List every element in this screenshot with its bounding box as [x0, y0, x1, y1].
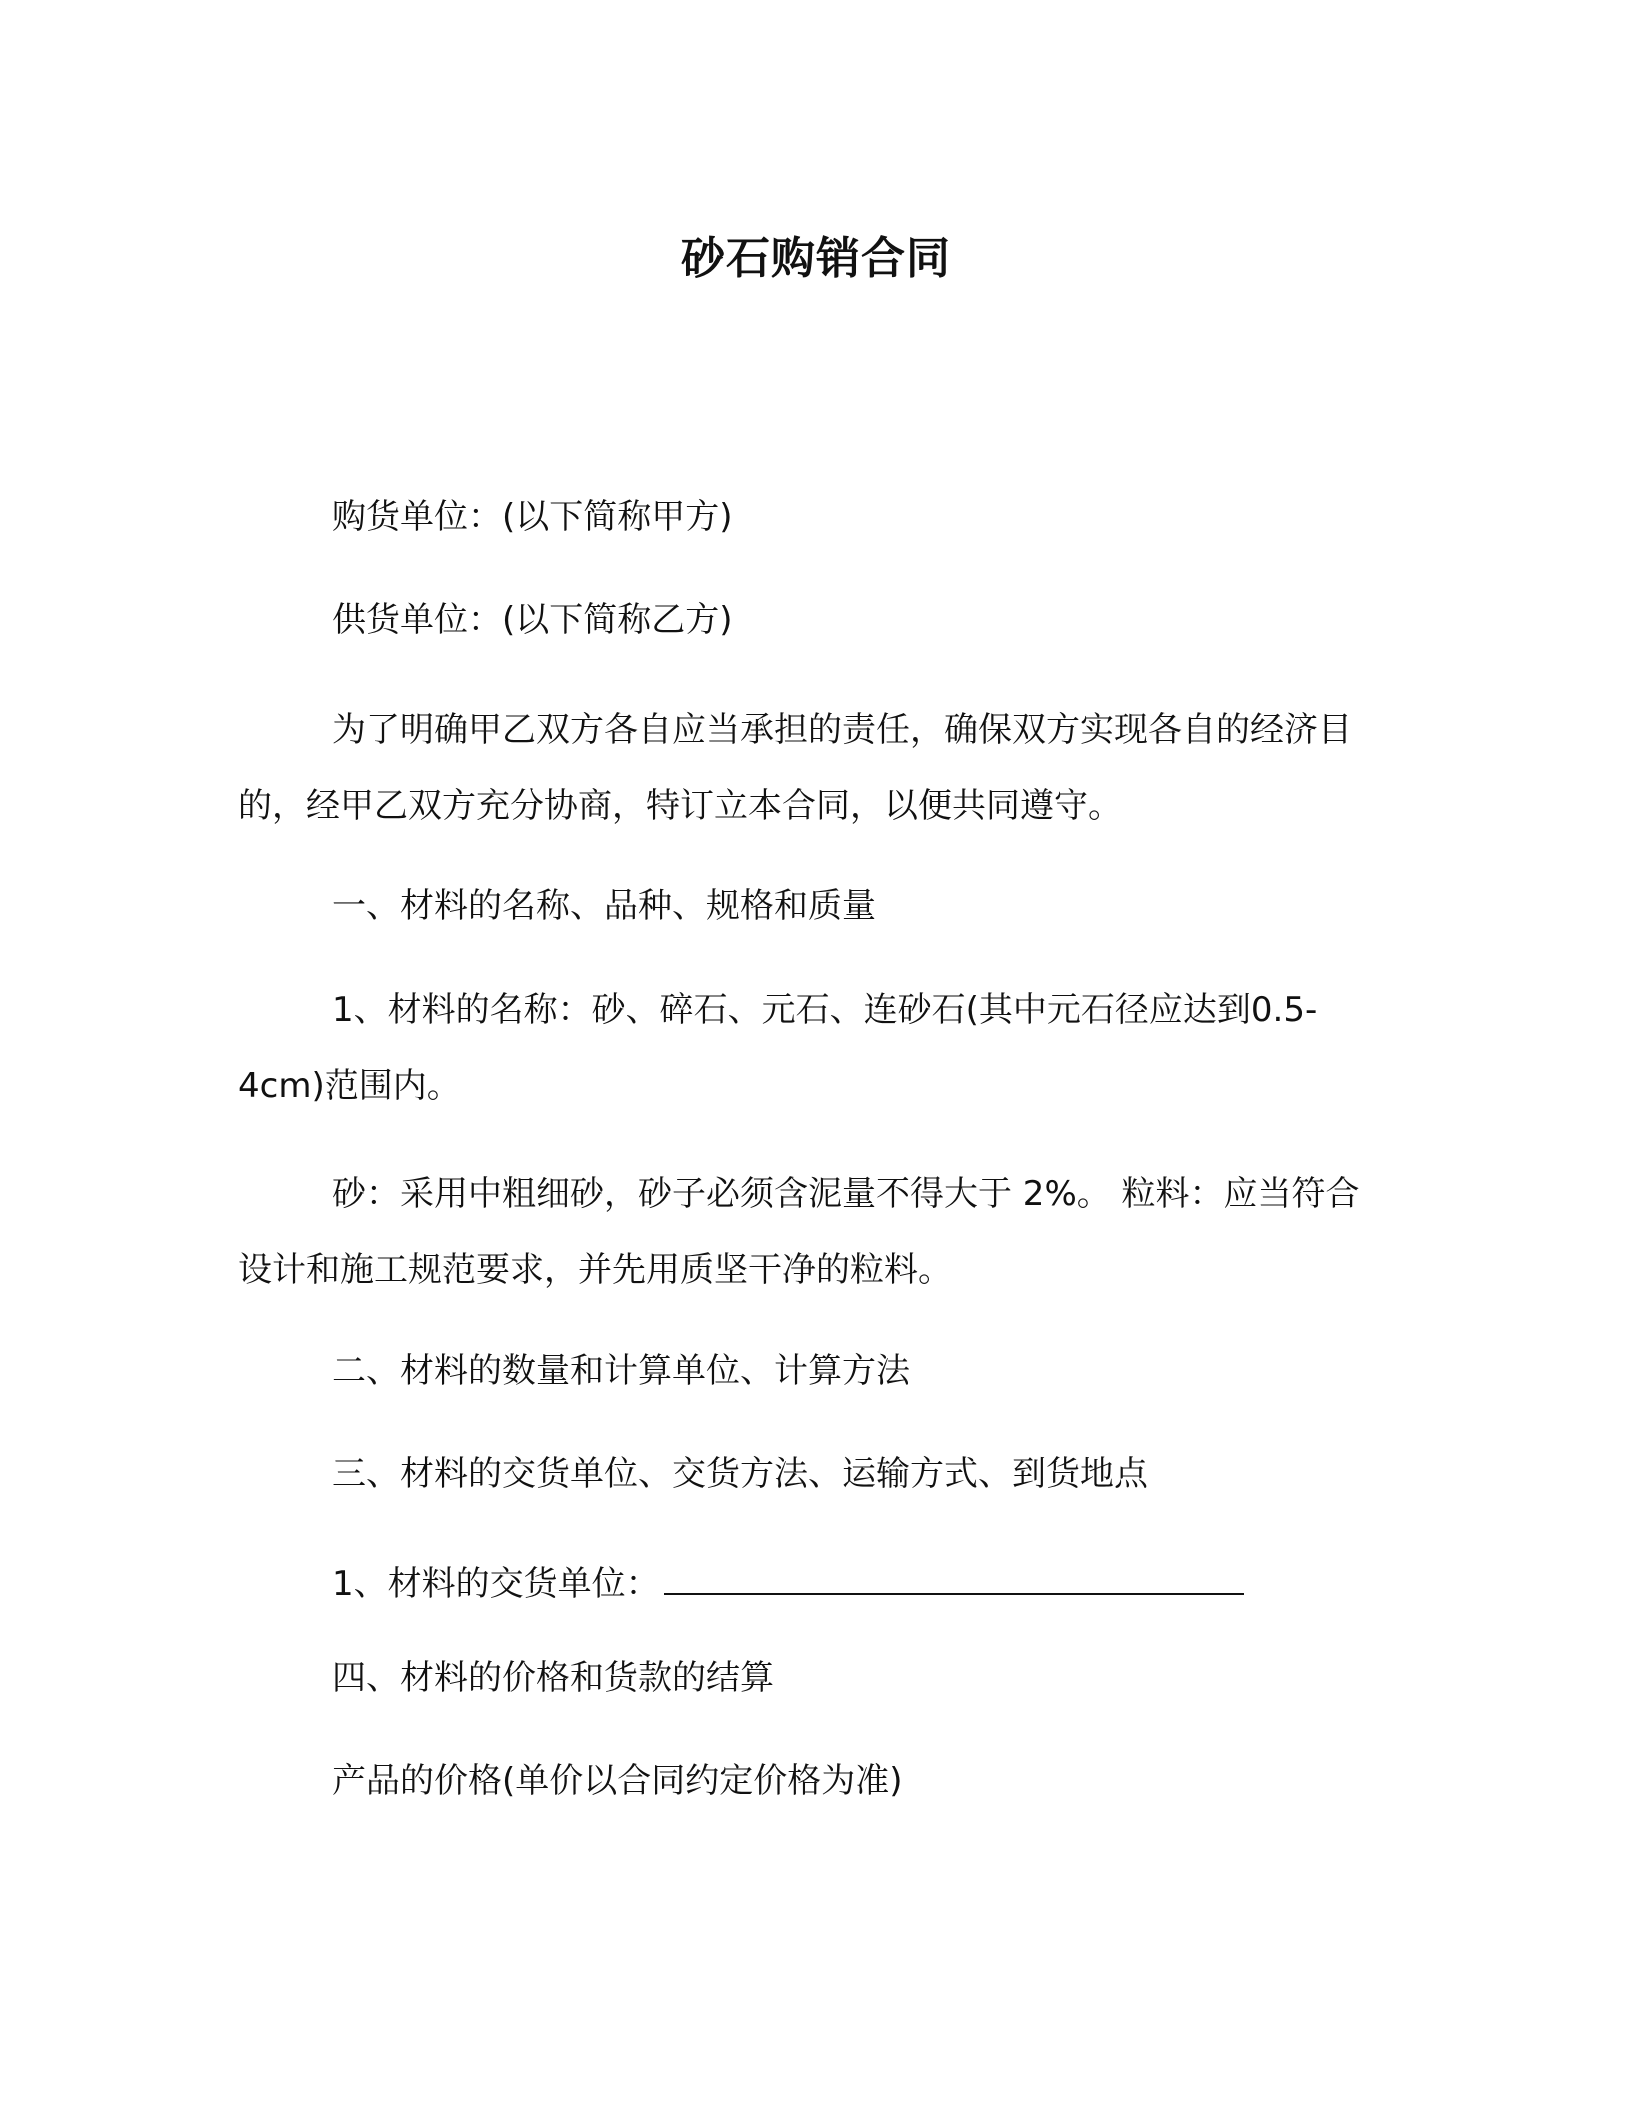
- section1-heading: 一、材料的名称、品种、规格和质量: [332, 886, 876, 926]
- section3-heading: 三、材料的交货单位、交货方法、运输方式、到货地点: [332, 1454, 1148, 1494]
- supplier-line: 供货单位：(以下简称乙方): [332, 600, 733, 640]
- fill-in-blank: [664, 1559, 1244, 1595]
- price-line: 产品的价格(单价以合同约定价格为准): [332, 1761, 903, 1801]
- sand-paragraph: 砂：采用中粗细砂，砂子必须含泥量不得大于 2%。 粒料：应当符合设计和施工规范要求，并先用质坚干净的粒料。: [238, 1174, 1360, 1290]
- document-title: 砂石购销合同: [681, 233, 951, 284]
- intro-paragraph: 为了明确甲乙双方各自应当承担的责任，确保双方实现各自的经济目的，经甲乙双方充分协商，特订立本合同，以便共同遵守。: [238, 710, 1352, 826]
- buyer-line: 购货单位：(以下简称甲方): [332, 497, 733, 537]
- section3-item1-label: 1、材料的交货单位：: [332, 1564, 660, 1604]
- section3-item1: [332, 1558, 1244, 1610]
- section1-item1: 1、材料的名称：砂、碎石、元石、连砂石(其中元石径应达到0.5-4cm)范围内。: [238, 990, 1318, 1106]
- section2-heading: 二、材料的数量和计算单位、计算方法: [332, 1351, 910, 1391]
- section4-heading: 四、材料的价格和货款的结算: [332, 1658, 774, 1698]
